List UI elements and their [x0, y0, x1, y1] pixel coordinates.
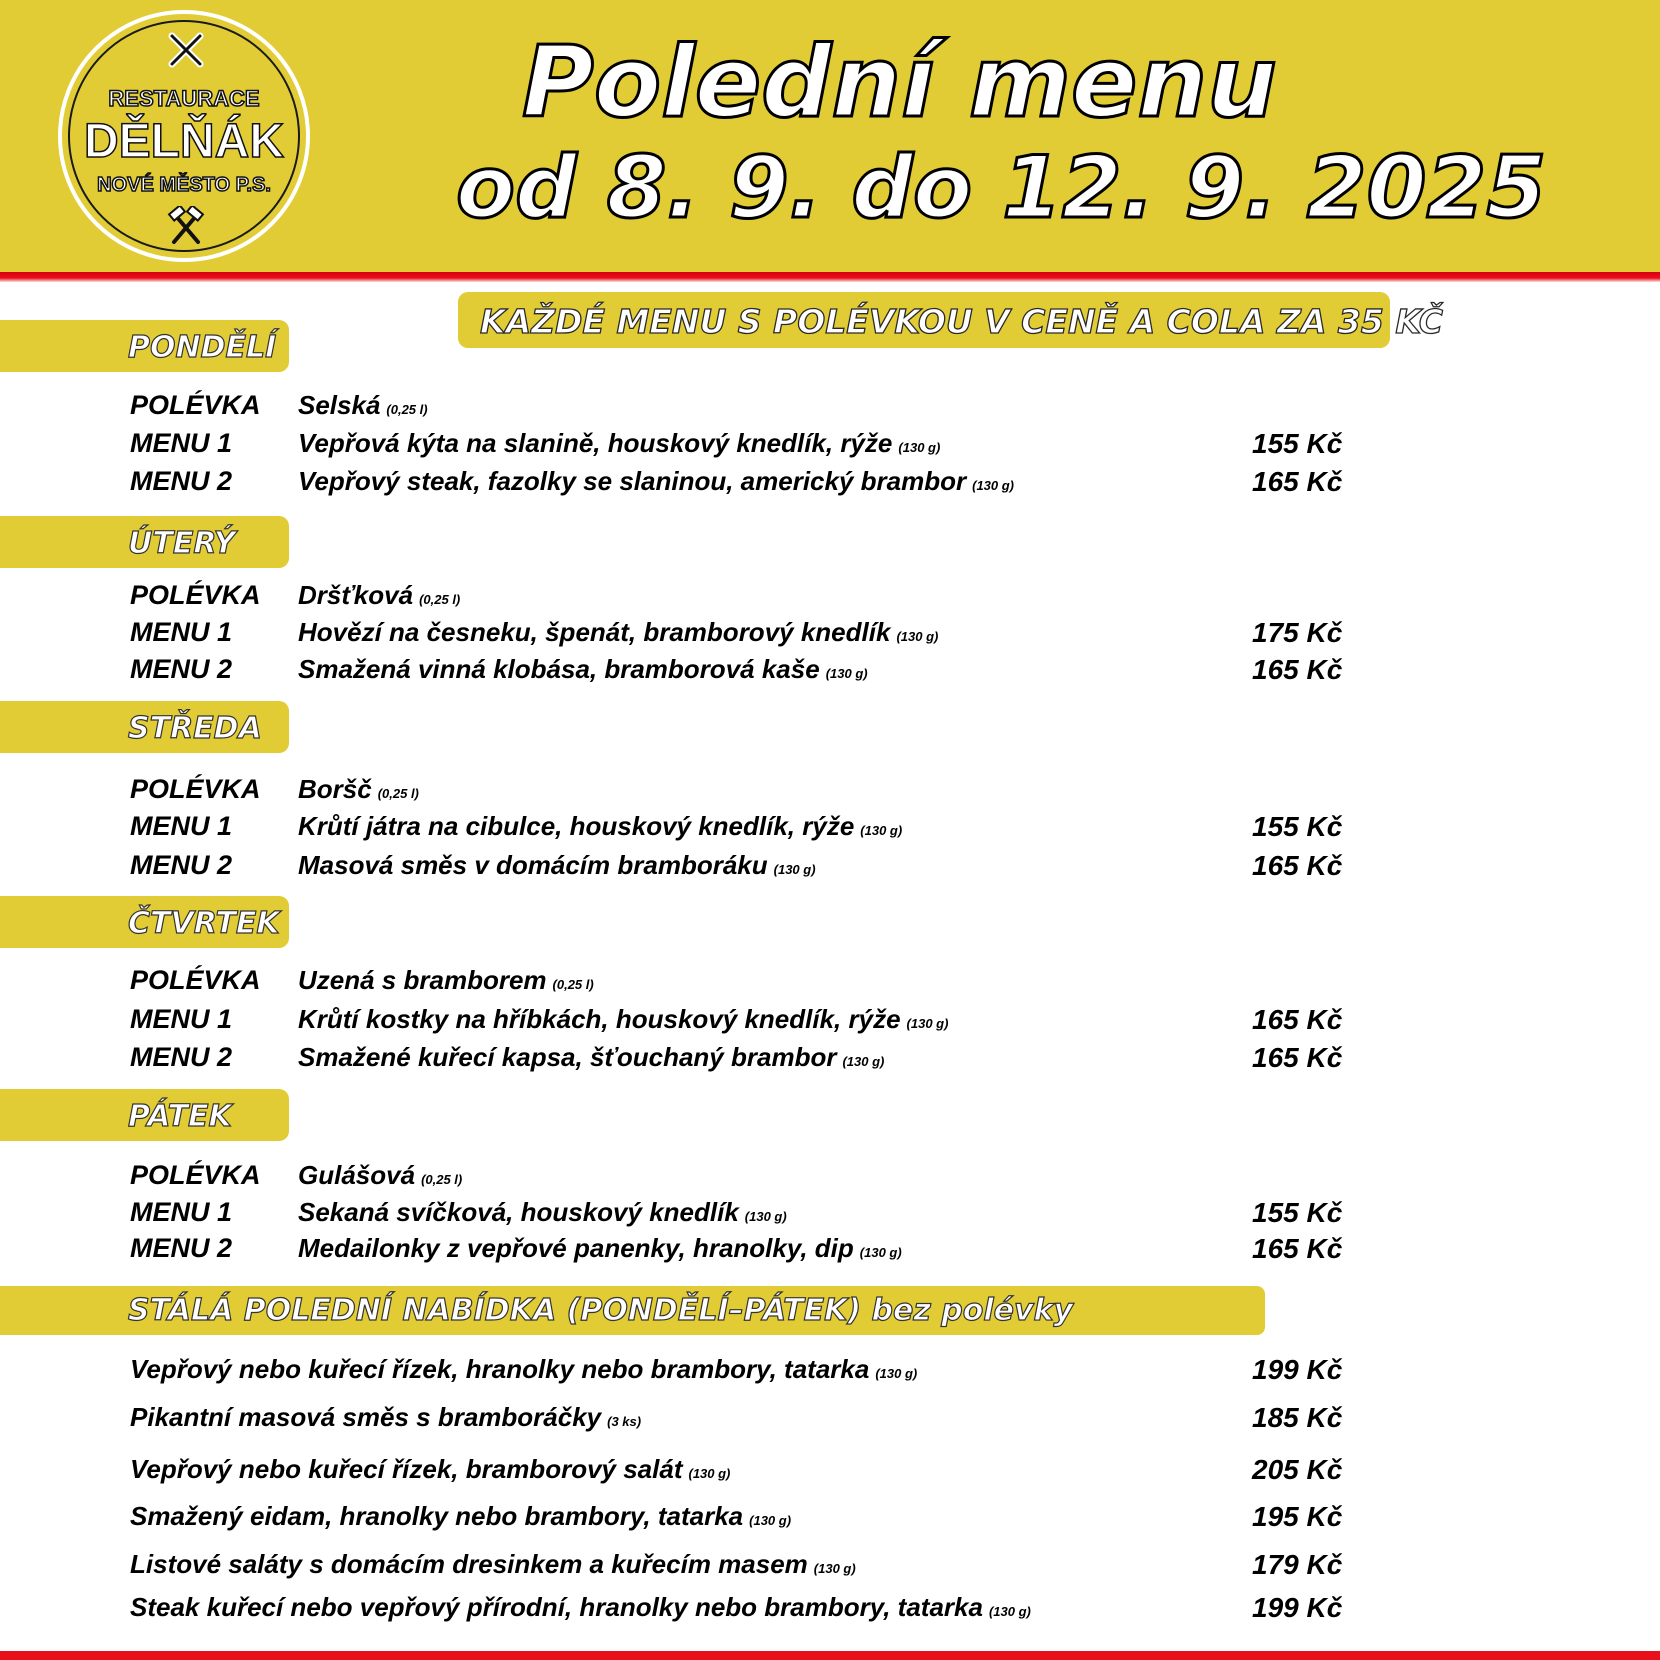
logo-line-1: RESTAURACE	[108, 86, 260, 111]
menu-row	[0, 1197, 1660, 1233]
soup-row	[0, 965, 1660, 1001]
standing-row	[0, 1549, 1660, 1585]
soup-label: POLÉVKA	[130, 580, 261, 610]
soup-label: POLÉVKA	[130, 1160, 261, 1190]
menu-dish: Krůtí játra na cibulce, houskový knedlík, rýže (130 g)	[298, 811, 903, 841]
menu-row	[0, 617, 1660, 653]
soup-row	[0, 390, 1660, 426]
crossed-hammers-icon	[166, 206, 206, 246]
menu-label: MENU 1	[130, 1004, 233, 1034]
logo-line-3: NOVÉ MĚSTO P.S.	[97, 174, 271, 196]
standing-price: 199 Kč	[1252, 1354, 1343, 1385]
menu-price: 165 Kč	[1252, 1233, 1343, 1264]
standing-price: 185 Kč	[1252, 1402, 1343, 1433]
menu-price: 155 Kč	[1252, 1197, 1343, 1228]
day-tab-thursday	[0, 896, 289, 948]
soup-name: Dršťková (0,25 l)	[298, 580, 461, 610]
menu-dish: Sekaná svíčková, houskový knedlík (130 g)	[298, 1197, 787, 1227]
standing-row	[0, 1454, 1660, 1490]
day-label: ČTVRTEK	[128, 906, 280, 941]
menu-label: MENU 1	[130, 428, 233, 458]
standing-price: 195 Kč	[1252, 1501, 1343, 1532]
soup-row	[0, 580, 1660, 616]
menu-dish: Smažené kuřecí kapsa, šťouchaný brambor (130 g)	[298, 1042, 885, 1072]
header-divider	[0, 272, 1660, 282]
menu-dish: Hovězí na česneku, špenát, bramborový knedlík (130 g)	[298, 617, 939, 647]
standing-dish: Steak kuřecí nebo vepřový přírodní, hranolky nebo brambory, tatarka (130 g)	[130, 1592, 1031, 1622]
day-label: STŘEDA	[128, 711, 262, 746]
menu-row	[0, 654, 1660, 690]
soup-row	[0, 774, 1660, 810]
standing-row	[0, 1402, 1660, 1438]
menu-dish: Medailonky z vepřové panenky, hranolky, dip (130 g)	[298, 1233, 902, 1263]
standing-offer-tab	[0, 1286, 1265, 1335]
soup-label: POLÉVKA	[130, 774, 261, 804]
menu-row	[0, 1004, 1660, 1040]
menu-price: 165 Kč	[1252, 654, 1343, 685]
menu-label: MENU 2	[130, 654, 233, 684]
menu-label: MENU 1	[130, 1197, 233, 1227]
menu-row	[0, 1042, 1660, 1078]
soup-name: Uzená s bramborem (0,25 l)	[298, 965, 594, 995]
menu-row	[0, 850, 1660, 886]
menu-price: 165 Kč	[1252, 466, 1343, 497]
standing-price: 199 Kč	[1252, 1592, 1343, 1623]
menu-dish: Masová směs v domácím bramboráku (130 g)	[298, 850, 816, 880]
day-tab-wednesday	[0, 701, 289, 753]
menu-price: 175 Kč	[1252, 617, 1343, 648]
standing-dish: Smažený eidam, hranolky nebo brambory, tatarka (130 g)	[130, 1501, 792, 1531]
menu-row	[0, 811, 1660, 847]
menu-price: 165 Kč	[1252, 1004, 1343, 1035]
menu-label: MENU 2	[130, 850, 233, 880]
menu-label: MENU 2	[130, 1042, 233, 1072]
standing-dish: Vepřový nebo kuřecí řízek, bramborový salát (130 g)	[130, 1454, 731, 1484]
day-tab-monday	[0, 320, 289, 372]
menu-label: MENU 2	[130, 466, 233, 496]
promo-banner	[458, 292, 1443, 348]
menu-price: 165 Kč	[1252, 850, 1343, 881]
standing-row	[0, 1501, 1660, 1537]
menu-dish: Smažená vinná klobása, bramborová kaše (130 g)	[298, 654, 868, 684]
soup-label: POLÉVKA	[130, 390, 261, 420]
fork-knife-icon	[166, 30, 206, 70]
standing-offer-title: STÁLÁ POLEDNÍ NABÍDKA (PONDĚLÍ–PÁTEK) bez polévky	[128, 1293, 1074, 1328]
menu-label: MENU 1	[130, 811, 233, 841]
menu-dish: Krůtí kostky na hříbkách, houskový knedlík, rýže (130 g)	[298, 1004, 949, 1034]
menu-price: 155 Kč	[1252, 811, 1343, 842]
soup-row	[0, 1160, 1660, 1196]
footer-divider	[0, 1651, 1660, 1660]
logo-line-2: DĚLŇÁK	[84, 115, 284, 168]
menu-row	[0, 1233, 1660, 1269]
date-range: od 8. 9. do 12. 9. 2025	[456, 138, 1547, 238]
standing-dish: Pikantní masová směs s bramboráčky (3 ks)	[130, 1402, 642, 1432]
day-label: PONDĚLÍ	[128, 330, 277, 365]
standing-price: 205 Kč	[1252, 1454, 1343, 1485]
soup-name: Selská (0,25 l)	[298, 390, 428, 420]
standing-row	[0, 1354, 1660, 1390]
day-tab-friday	[0, 1089, 289, 1141]
restaurant-logo	[58, 10, 310, 262]
page-title: Polední menu	[522, 26, 1277, 140]
soup-name: Gulášová (0,25 l)	[298, 1160, 463, 1190]
day-tab-tuesday	[0, 516, 289, 568]
menu-label: MENU 2	[130, 1233, 233, 1263]
soup-name: Boršč (0,25 l)	[298, 774, 419, 804]
menu-price: 155 Kč	[1252, 428, 1343, 459]
promo-banner-text: KAŽDÉ MENU S POLÉVKOU V CENĚ A COLA ZA 35 KČ	[480, 302, 1443, 341]
menu-price: 165 Kč	[1252, 1042, 1343, 1073]
standing-dish: Vepřový nebo kuřecí řízek, hranolky nebo brambory, tatarka (130 g)	[130, 1354, 918, 1384]
menu-dish: Vepřová kýta na slanině, houskový knedlík, rýže (130 g)	[298, 428, 941, 458]
day-label: PÁTEK	[128, 1099, 232, 1134]
menu-row	[0, 466, 1660, 502]
day-label: ÚTERÝ	[128, 526, 236, 561]
standing-row	[0, 1592, 1660, 1628]
soup-label: POLÉVKA	[130, 965, 261, 995]
standing-dish: Listové saláty s domácím dresinkem a kuřecím masem (130 g)	[130, 1549, 856, 1579]
menu-row	[0, 428, 1660, 464]
standing-price: 179 Kč	[1252, 1549, 1343, 1580]
menu-label: MENU 1	[130, 617, 233, 647]
menu-dish: Vepřový steak, fazolky se slaninou, americký brambor (130 g)	[298, 466, 1015, 496]
